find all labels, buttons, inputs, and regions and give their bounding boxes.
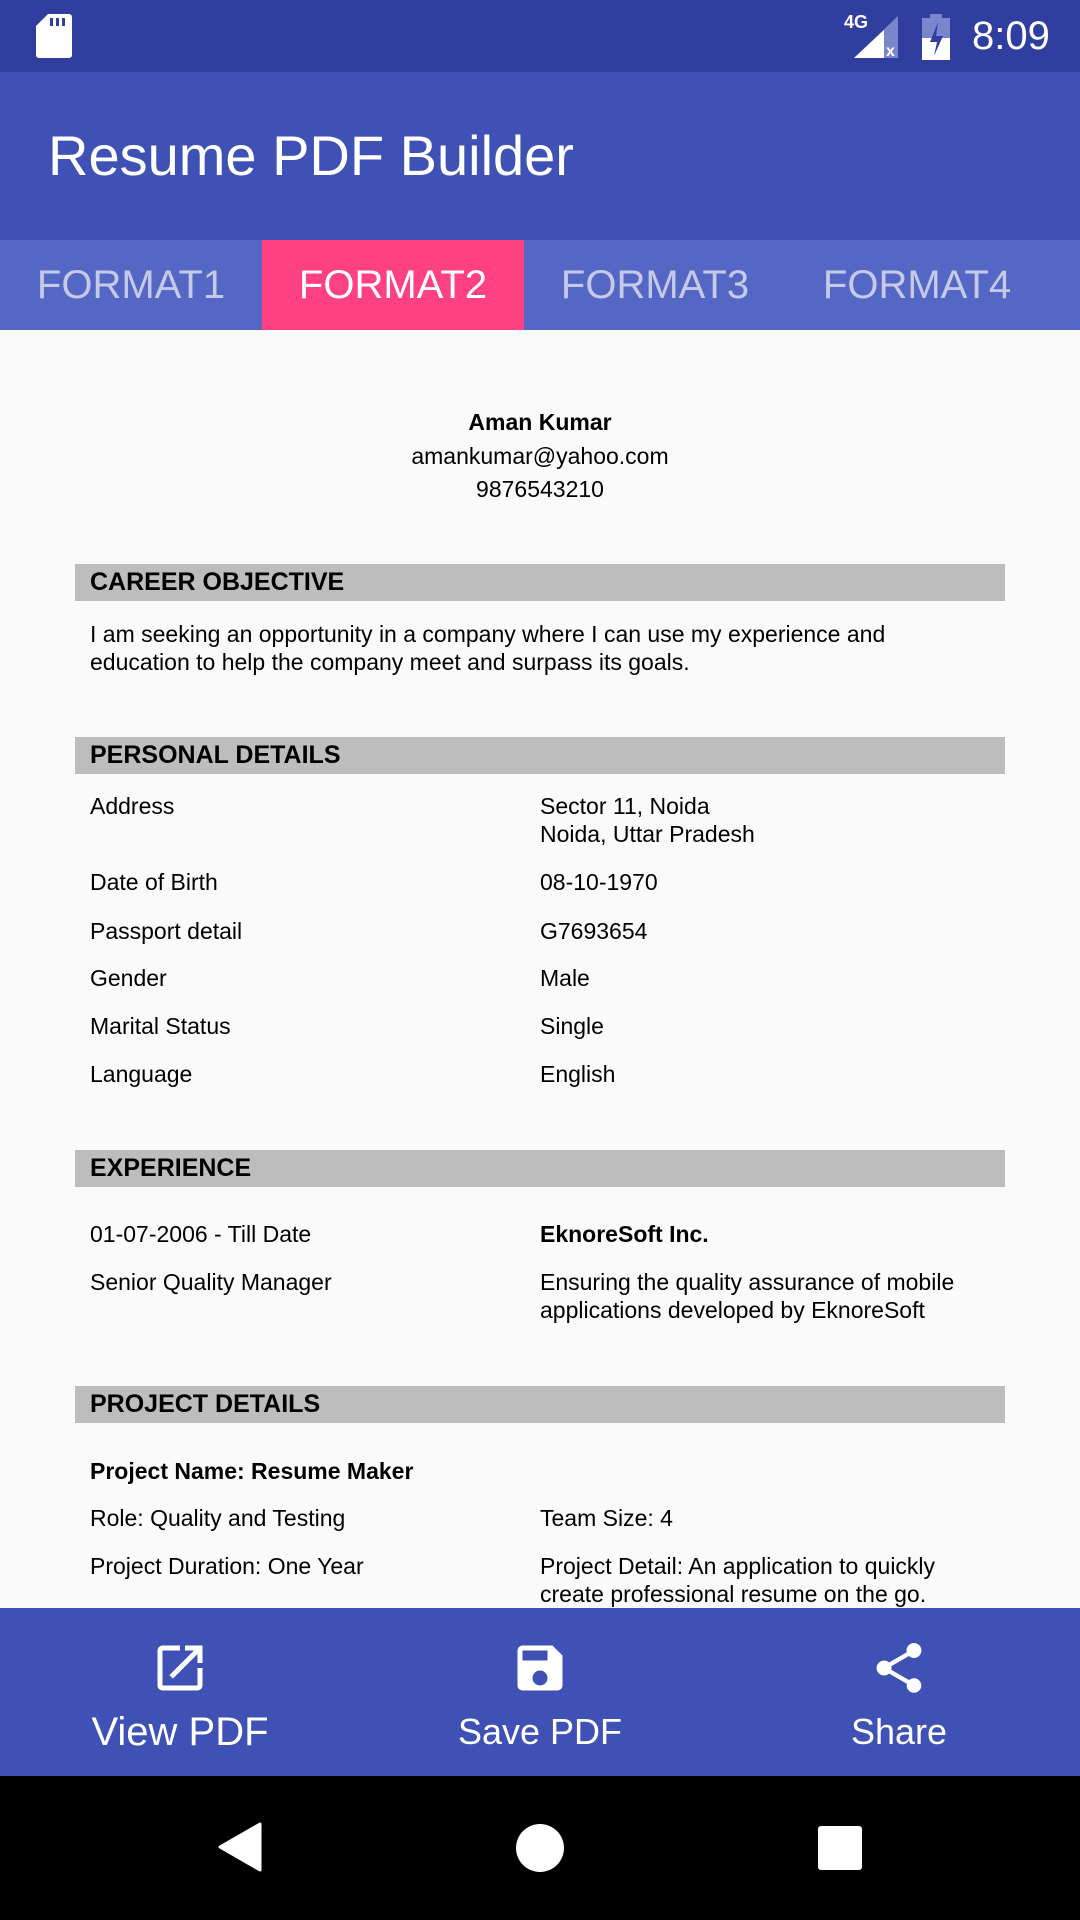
experience-dates: 01-07-2006 - Till Date bbox=[90, 1221, 312, 1247]
resume-phone: 9876543210 bbox=[476, 476, 604, 502]
detail-value: English bbox=[540, 1061, 616, 1087]
project-detail: create professional resume on the go. bbox=[540, 1581, 927, 1607]
project-role: Role: Quality and Testing bbox=[90, 1505, 346, 1531]
detail-value: Single bbox=[540, 1013, 604, 1039]
navigation-bar bbox=[0, 1776, 1080, 1920]
status-bar bbox=[0, 0, 1080, 72]
save-pdf-button[interactable] bbox=[390, 1608, 690, 1776]
section-project-details: PROJECT DETAILS bbox=[75, 1386, 1005, 1423]
experience-description: applications developed by EknoreSoft bbox=[540, 1297, 925, 1323]
share-icon bbox=[869, 1638, 929, 1698]
section-career-objective: CAREER OBJECTIVE bbox=[75, 564, 1005, 601]
home-icon[interactable] bbox=[516, 1824, 564, 1872]
bottom-action-bar bbox=[0, 1608, 1080, 1776]
clock: 8:09 bbox=[972, 14, 1050, 58]
sd-card-icon bbox=[36, 14, 72, 58]
detail-label: Gender bbox=[90, 965, 167, 991]
save-pdf-label: Save PDF bbox=[457, 1711, 623, 1752]
detail-value: Noida, Uttar Pradesh bbox=[540, 821, 755, 847]
experience-role: Senior Quality Manager bbox=[90, 1269, 332, 1295]
view-pdf-label: View PDF bbox=[91, 1710, 269, 1754]
project-name: Project Name: Resume Maker bbox=[90, 1458, 414, 1484]
view-pdf-button[interactable] bbox=[30, 1608, 330, 1776]
app-title: Resume PDF Builder bbox=[48, 124, 574, 187]
back-icon[interactable] bbox=[218, 1822, 262, 1872]
detail-value: Sector 11, Noida bbox=[540, 793, 710, 819]
tab-format3[interactable]: FORMAT3 bbox=[560, 262, 750, 307]
resume-email: amankumar@yahoo.com bbox=[411, 443, 669, 469]
battery-charging-icon bbox=[922, 14, 950, 60]
network-type: 4G bbox=[844, 12, 869, 32]
detail-label: Date of Birth bbox=[90, 869, 218, 895]
project-detail: Project Detail: An application to quickly bbox=[540, 1553, 936, 1579]
project-team-size: Team Size: 4 bbox=[540, 1505, 673, 1531]
detail-label: Language bbox=[90, 1061, 193, 1087]
section-experience: EXPERIENCE bbox=[75, 1150, 1005, 1187]
share-button[interactable] bbox=[749, 1608, 1049, 1776]
section-personal-details: PERSONAL DETAILS bbox=[75, 737, 1005, 774]
svg-text:x: x bbox=[886, 43, 895, 58]
tab-format1[interactable]: FORMAT1 bbox=[36, 262, 226, 307]
project-duration: Project Duration: One Year bbox=[90, 1553, 364, 1579]
tab-format4[interactable]: FORMAT4 bbox=[822, 262, 1012, 307]
save-icon bbox=[510, 1638, 570, 1698]
objective-line: I am seeking an opportunity in a company where I can use my experience and bbox=[90, 621, 886, 647]
experience-description: Ensuring the quality assurance of mobile bbox=[540, 1269, 955, 1295]
recents-icon[interactable] bbox=[818, 1826, 862, 1870]
detail-value: 08-10-1970 bbox=[540, 869, 658, 895]
detail-label: Address bbox=[90, 793, 175, 819]
detail-value: G7693654 bbox=[540, 918, 648, 944]
detail-value: Male bbox=[540, 965, 590, 991]
signal-icon bbox=[854, 16, 900, 58]
format-tabs bbox=[0, 240, 1080, 330]
detail-label: Passport detail bbox=[90, 918, 243, 944]
tab-format2[interactable]: FORMAT2 bbox=[262, 240, 524, 330]
objective-line: education to help the company meet and surpass its goals. bbox=[90, 649, 690, 675]
open-external-icon bbox=[150, 1638, 210, 1698]
experience-company: EknoreSoft Inc. bbox=[540, 1221, 709, 1247]
share-label: Share bbox=[850, 1711, 948, 1752]
detail-label: Marital Status bbox=[90, 1013, 231, 1039]
resume-name: Aman Kumar bbox=[468, 409, 612, 435]
